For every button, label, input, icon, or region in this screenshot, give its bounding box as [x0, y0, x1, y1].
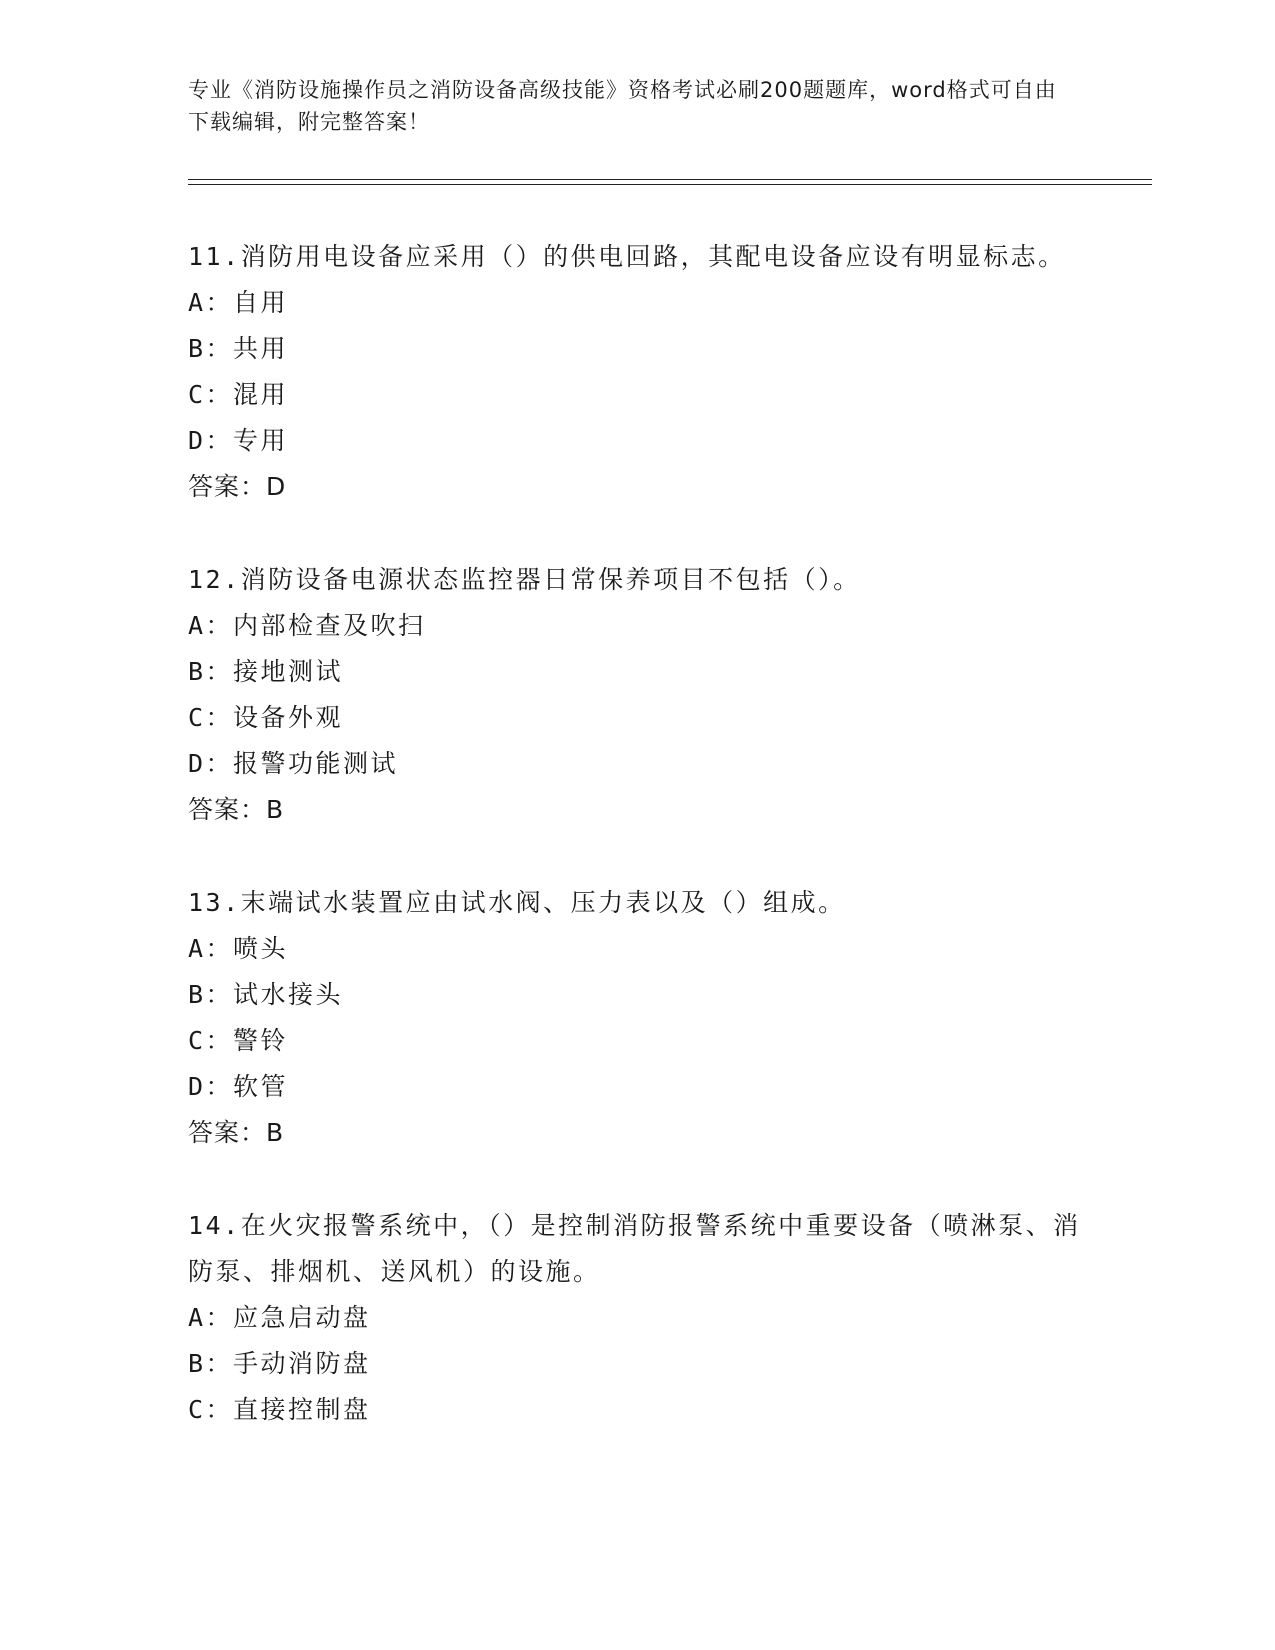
question-stem: 14.在火灾报警系统中，（）是控制消防报警系统中重要设备（喷淋泵、消防泵、排烟机、送风机）的设施。: [188, 1211, 1081, 1286]
option-d: D：报警功能测试: [188, 749, 399, 778]
option-a: A：自用: [188, 288, 289, 317]
answer: 答案：D: [188, 472, 287, 501]
question-13: [188, 880, 1088, 1156]
question-14: [188, 1203, 1088, 1433]
option-c: C：警铃: [188, 1026, 289, 1055]
question-list: [188, 234, 1088, 1480]
header-divider-bottom: [188, 184, 1152, 185]
header-divider-top: [188, 179, 1152, 180]
option-c: C：混用: [188, 380, 289, 409]
option-a: A：喷头: [188, 934, 289, 963]
answer: 答案：B: [188, 1118, 285, 1147]
question-stem: 11.消防用电设备应采用（）的供电回路，其配电设备应设有明显标志。: [188, 242, 1066, 271]
option-d: D：专用: [188, 426, 289, 455]
option-a: A：应急启动盘: [188, 1303, 371, 1332]
option-b: B：共用: [188, 334, 289, 363]
answer: 答案：B: [188, 795, 285, 824]
question-stem: 13.末端试水装置应由试水阀、压力表以及（）组成。: [188, 888, 846, 917]
option-c: C：设备外观: [188, 703, 344, 732]
option-b: B：试水接头: [188, 980, 344, 1009]
option-a: A：内部检查及吹扫: [188, 611, 426, 640]
option-d: D：软管: [188, 1072, 289, 1101]
question-11: [188, 234, 1088, 510]
option-b: B：手动消防盘: [188, 1349, 371, 1378]
question-12: [188, 557, 1088, 833]
question-stem: 12.消防设备电源状态监控器日常保养项目不包括（）。: [188, 565, 861, 594]
document-intro: 专业《消防设施操作员之消防设备高级技能》资格考试必刷200题题库，word格式可自由下载编辑，附完整答案！: [188, 78, 1057, 134]
option-c: C：直接控制盘: [188, 1395, 371, 1424]
option-b: B：接地测试: [188, 657, 344, 686]
